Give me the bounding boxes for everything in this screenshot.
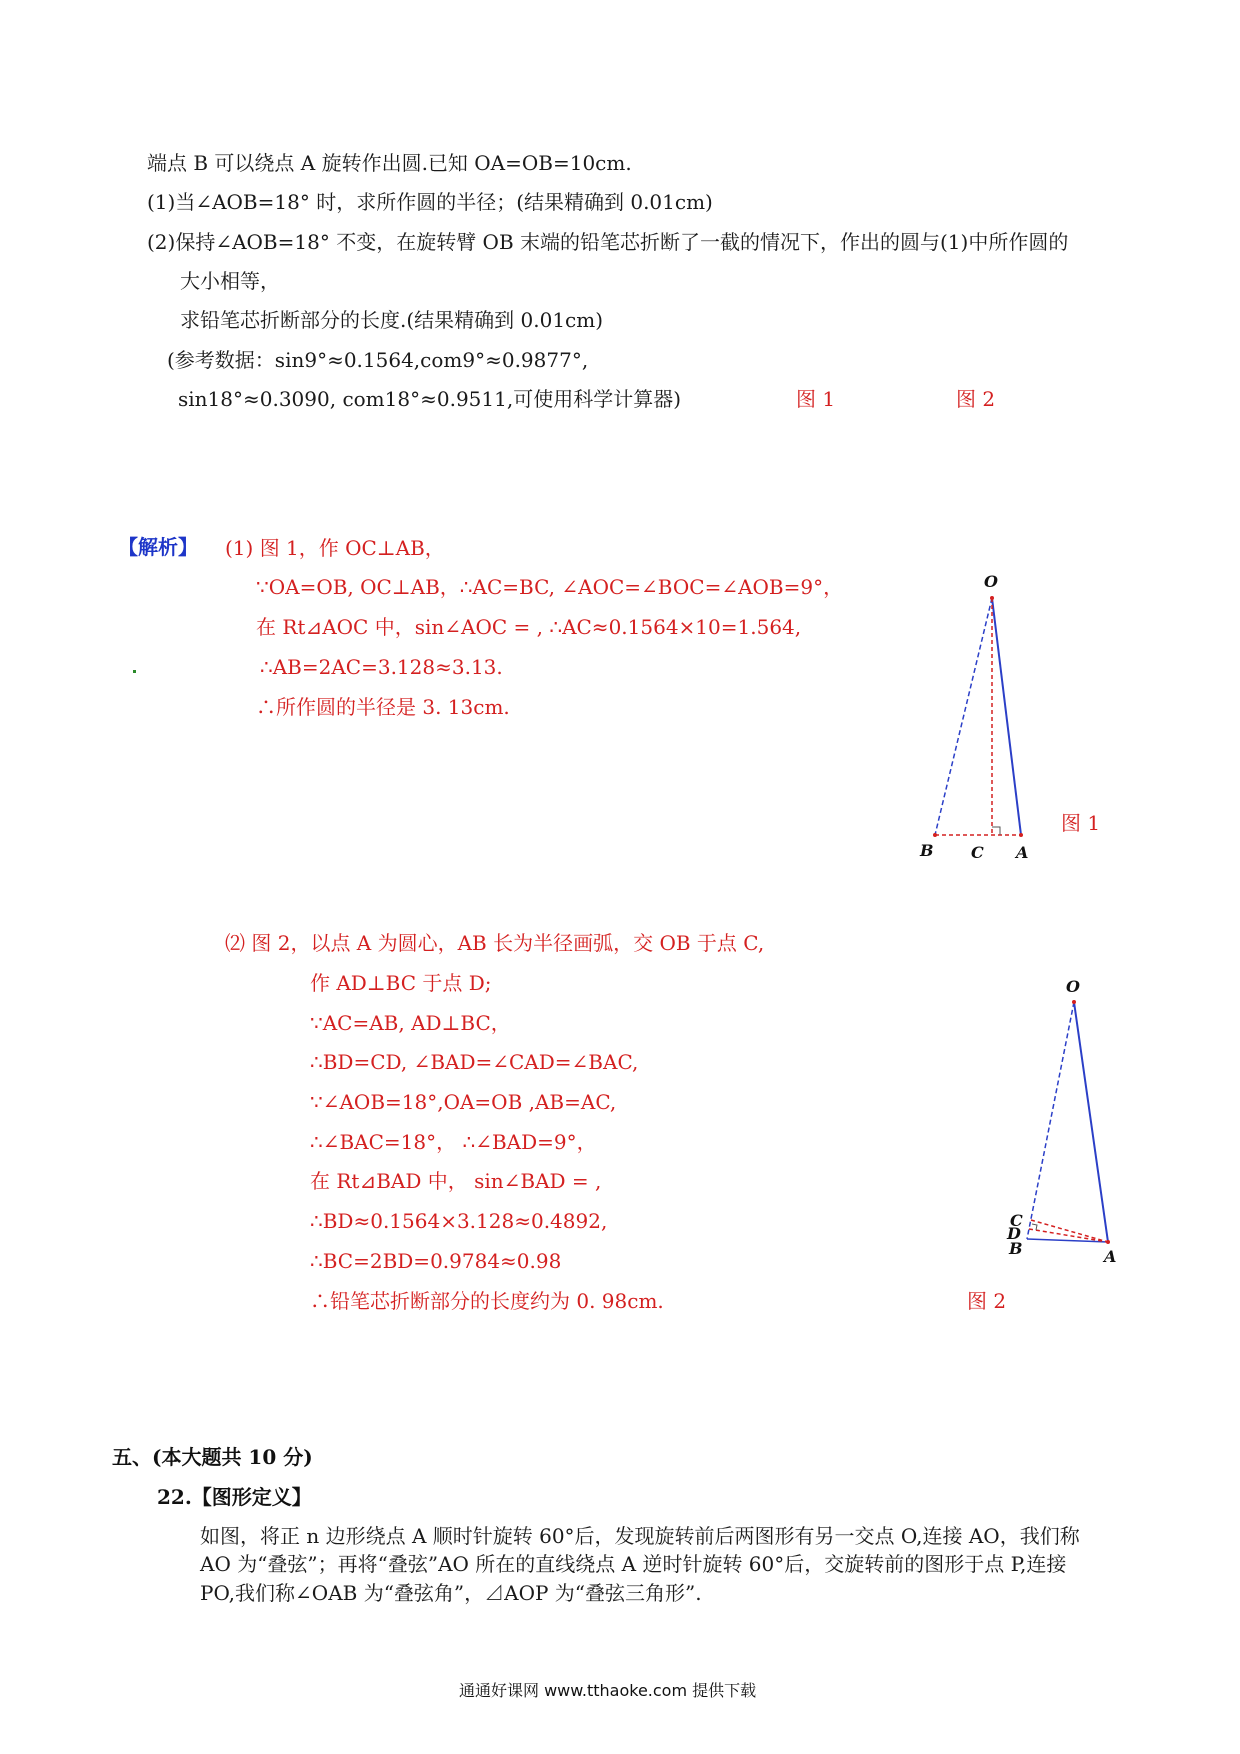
solution-2-line: 作 AD⊥BC 于点 D; — [310, 971, 492, 995]
segment-oa — [992, 598, 1021, 835]
label-o: O — [1066, 977, 1080, 996]
solution-2-line: ∴BD≈0.1564×3.128≈0.4892, — [310, 1209, 608, 1233]
solution-2-line: ∴∠BAC=18°， ∴∠BAD=9°， — [310, 1130, 597, 1154]
page-footer: 通通好课网 www.tthaoke.com 提供下载 — [459, 1681, 757, 1700]
solution-1-line: 在 Rt⊿AOC 中，sin∠AOC = , ∴AC≈0.1564×10=1.564, — [256, 615, 802, 639]
question-22-line-2: AO 为“叠弦”；再将“叠弦”AO 所在的直线绕点 A 逆时针旋转 60°后，交旋转前的图形于点 P,连接 — [200, 1552, 1067, 1576]
solution-2-line: ∵AC=AB, AD⊥BC， — [310, 1011, 511, 1035]
question-22-line-1: 如图，将正 n 边形绕点 A 顺时针旋转 60°后，发现旋转前后两图形有另一交点 O,连接 AO，我们称 — [200, 1524, 1080, 1548]
label-d: D — [1007, 1224, 1021, 1243]
reference-data-line-2: sin18°≈0.3090, com18°≈0.9511,可使用科学计算器) — [178, 387, 681, 411]
figure-1-caption: 图 1 — [796, 387, 836, 411]
solution-1-line: ∴所作圆的半径是 3. 13cm. — [256, 695, 510, 719]
point-a — [1106, 1240, 1110, 1244]
stray-mark — [133, 670, 136, 673]
right-angle-mark — [992, 827, 1000, 835]
solution-1-line: ∴AB=2AC=3.128≈3.13. — [260, 655, 503, 679]
point-o — [1072, 1000, 1076, 1004]
question-2-line-1: (2)保持∠AOB=18° 不变，在旋转臂 OB 末端的铅笔芯折断了一截的情况下，作出的圆与(1)中所作圆的 — [147, 230, 1069, 254]
solution-2-line: 在 Rt⊿BAD 中， sin∠BAD = , — [310, 1169, 602, 1193]
solution-tag: 【解析】 — [118, 535, 198, 559]
question-1: (1)当∠AOB=18° 时，求所作圆的半径；(结果精确到 0.01cm) — [147, 190, 713, 214]
figure-1-label: 图 1 — [1061, 811, 1101, 835]
segment-ab — [1027, 1239, 1108, 1242]
segment-ob — [935, 598, 992, 835]
reference-data-line-1: (参考数据：sin9°≈0.1564,com9°≈0.9877°, — [167, 348, 589, 372]
label-o: O — [984, 572, 998, 591]
question-22-title: 22.【图形定义】 — [157, 1485, 312, 1509]
figure-1-diagram — [915, 565, 1035, 860]
solution-2-line: ⑵ 图 2，以点 A 为圆心，AB 长为半径画弧，交 OB 于点 C, — [225, 931, 765, 955]
solution-2-line: ∴铅笔芯折断部分的长度约为 0. 98cm. — [310, 1289, 664, 1313]
question-22-line-3: PO,我们称∠OAB 为“叠弦角”，⊿AOP 为“叠弦三角形”. — [200, 1581, 702, 1605]
label-a: A — [1104, 1247, 1117, 1266]
question-2-line-3: 求铅笔芯折断部分的长度.(结果精确到 0.01cm) — [180, 308, 604, 332]
solution-2-line: ∴BD=CD, ∠BAD=∠CAD=∠BAC, — [310, 1050, 639, 1074]
solution-2-line: ∵∠AOB=18°,OA=OB ,AB=AC, — [310, 1090, 617, 1114]
figure-2-label: 图 2 — [967, 1289, 1007, 1313]
point-a — [1019, 833, 1023, 837]
label-b: B — [920, 841, 934, 860]
segment-ac — [1031, 1220, 1108, 1242]
question-2-line-2: 大小相等， — [180, 269, 280, 293]
point-b — [933, 833, 937, 837]
figure-2-caption: 图 2 — [956, 387, 996, 411]
solution-1-line: ∵OA=OB, OC⊥AB，∴AC=BC, ∠AOC=∠BOC=∠AOB=9°， — [256, 575, 844, 599]
section-5-heading: 五、(本大题共 10 分) — [112, 1445, 313, 1469]
solution-2-line: ∴BC=2BD=0.9784≈0.98 — [310, 1249, 562, 1273]
point-o — [990, 596, 994, 600]
label-c: C — [1010, 1211, 1023, 1230]
segment-ob — [1027, 1002, 1074, 1239]
label-c: C — [971, 843, 984, 860]
label-b: B — [1009, 1239, 1023, 1258]
label-a: A — [1016, 843, 1029, 860]
solution-1-line: (1) 图 1，作 OC⊥AB， — [225, 536, 445, 560]
problem-line-1: 端点 B 可以绕点 A 旋转作出圆.已知 OA=OB=10cm. — [147, 151, 632, 175]
segment-oa — [1074, 1002, 1108, 1242]
figure-2-diagram — [1000, 972, 1130, 1272]
